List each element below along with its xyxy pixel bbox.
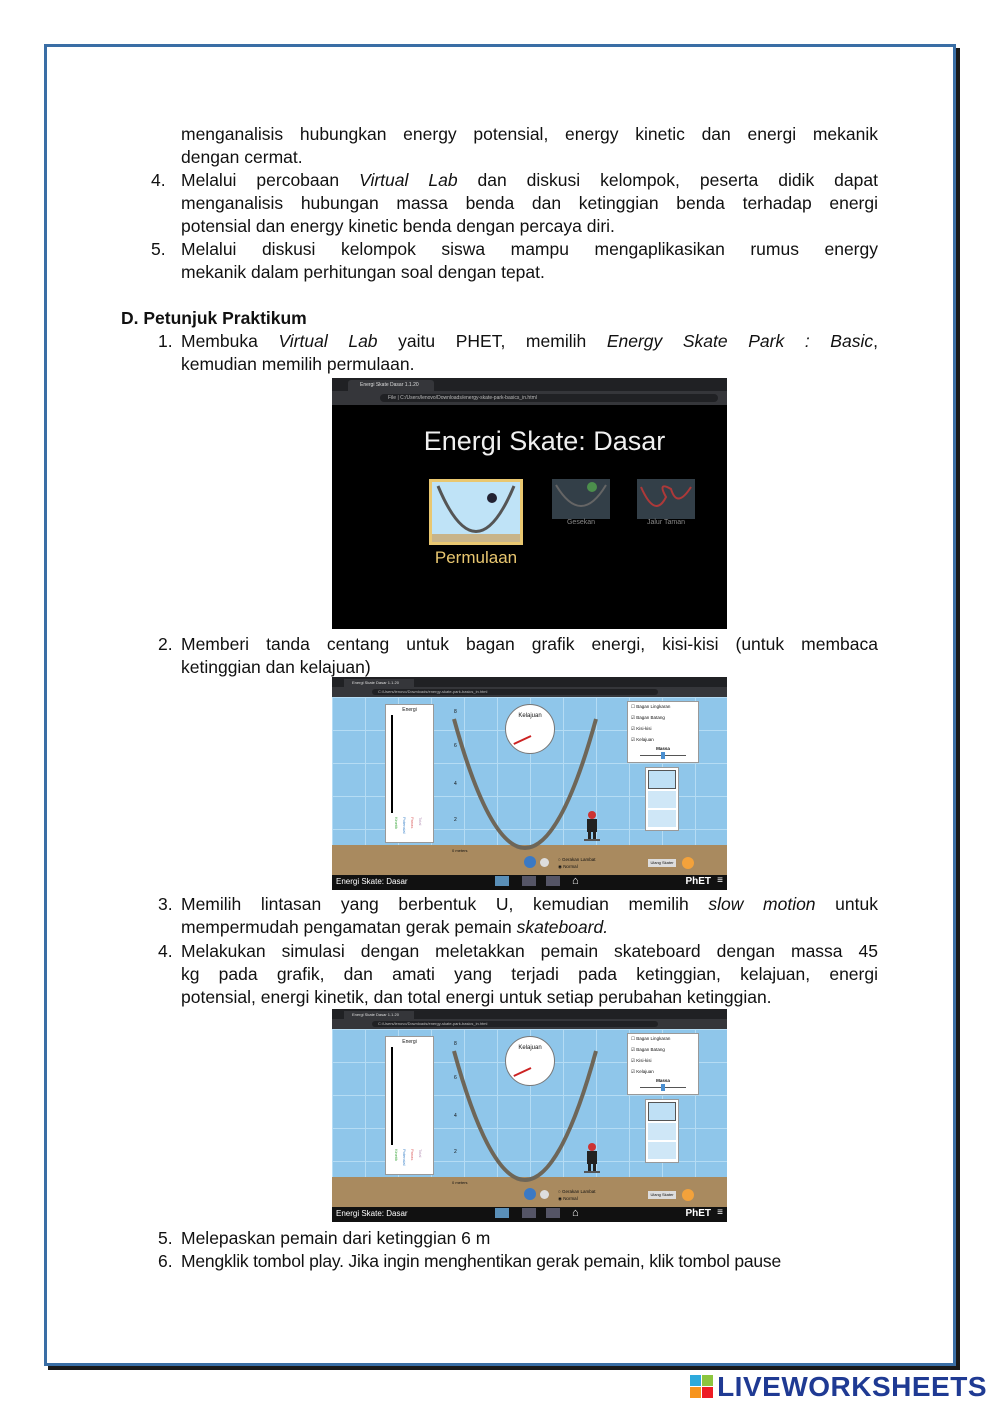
objective-5: Melalui diskusi kelompok siswa mampu mengaplikasikan rumus energy mekanik dalam perhitungan soal dengan tepat.: [181, 239, 878, 282]
zero-meters-label: 0 meters: [452, 1180, 468, 1185]
brand-name: LIVEWORKSHEETS: [717, 1371, 987, 1402]
screen-gesekan-label[interactable]: Gesekan: [566, 519, 596, 526]
grid-label-2: 2: [454, 1149, 457, 1155]
nav-jalur[interactable]: [546, 876, 560, 886]
track-option-u[interactable]: [648, 770, 676, 789]
grid-label-4: 4: [454, 1113, 457, 1119]
sim-footer: [332, 1207, 727, 1222]
option-kisi-kisi[interactable]: ☑ Kisi-kisi: [631, 1058, 652, 1063]
phet-logo: PhET: [685, 876, 711, 887]
screen-permulaan-label[interactable]: Permulaan: [434, 548, 518, 567]
option-kisi-kisi[interactable]: ☑ Kisi-kisi: [631, 726, 652, 731]
friction-icon: [552, 479, 610, 519]
skater-icon[interactable]: [581, 1142, 603, 1174]
grid-label-6: 6: [454, 743, 457, 749]
slow-motion-radio[interactable]: ○ Gerakan Lambat: [558, 1189, 596, 1194]
nav-gesekan[interactable]: [522, 1208, 536, 1218]
step-6-number: 6.: [158, 1251, 173, 1271]
mass-slider-thumb[interactable]: [661, 752, 665, 759]
energy-graph-title: Energi: [402, 1039, 417, 1045]
browser-addressbar: [332, 1019, 727, 1029]
browser-tab[interactable]: Energi Skate Dasar 1.1.20: [344, 1011, 414, 1019]
energy-graph-title: Energi: [402, 707, 417, 713]
bar-label-kinetik: Kinetik: [394, 1149, 399, 1162]
step-2-number: 2.: [158, 634, 173, 654]
zero-meters-label: 0 meters: [452, 848, 468, 853]
url-field[interactable]: C:/Users/lenovo/Downloads/energy-skate-park-basics_in.html: [372, 689, 658, 695]
energy-axis: [391, 1047, 393, 1145]
u-track[interactable]: [450, 1049, 600, 1189]
speedometer-label: Kelajuan: [518, 1045, 542, 1051]
section-d-heading: D. Petunjuk Praktikum: [121, 308, 307, 328]
controls-panel: [627, 701, 699, 763]
browser-tab[interactable]: Energi Skate Dasar 1.1.20: [344, 679, 414, 687]
liveworksheets-logo[interactable]: [690, 1371, 987, 1403]
track-option-2[interactable]: [648, 791, 676, 808]
option-bagan-lingkaran[interactable]: ☐ Bagan Lingkaran: [631, 704, 671, 709]
reset-skater-button[interactable]: Ulang Skater: [648, 1191, 676, 1199]
screen-jalur-label[interactable]: Jalur Taman: [646, 519, 685, 526]
u-track-icon: [432, 482, 520, 542]
objective-4: Melalui percobaan Virtual Lab dan diskusi kelompok, peserta didik dapat menganalisis hubungan massa benda dan ketinggian benda terhadap energi potensial dan energy kinetic benda dengan percaya diri.: [181, 170, 878, 236]
step-2: Memberi tanda centang untuk bagan grafik energi, kisi-kisi (untuk membaca ketinggian dan kelajuan): [181, 634, 878, 677]
normal-radio[interactable]: ◉ Normal: [558, 1196, 578, 1201]
track-option-3[interactable]: [648, 1142, 676, 1159]
mass-slider-thumb[interactable]: [661, 1084, 665, 1091]
slow-motion-radio[interactable]: ○ Gerakan Lambat: [558, 857, 596, 862]
step-button[interactable]: [540, 858, 549, 867]
sim-footer: [332, 875, 727, 890]
mass-label: Massa: [656, 1078, 670, 1083]
step-5-number: 5.: [158, 1228, 173, 1248]
browser-tabbar: [332, 677, 727, 687]
play-pause-button[interactable]: [524, 856, 536, 868]
loop-track-icon: [637, 479, 695, 519]
bar-label-panas: Panas: [410, 817, 415, 829]
screenshot-sim-2: [332, 1009, 727, 1222]
step-button[interactable]: [540, 1190, 549, 1199]
u-track[interactable]: [450, 717, 600, 857]
footer-title: Energi Skate: Dasar: [336, 877, 408, 886]
objective-3-continuation: menganalisis hubungkan energy potensial, energy kinetic dan energi mekanik dengan cermat.: [181, 124, 878, 167]
mass-label: Massa: [656, 746, 670, 751]
grid-label-4: 4: [454, 781, 457, 787]
reset-skater-button[interactable]: Ulang Skater: [648, 859, 676, 867]
track-selector[interactable]: [645, 767, 679, 831]
browser-tabbar: [332, 378, 727, 391]
bar-label-total: Total: [418, 817, 423, 826]
screen-jalur-thumb[interactable]: [637, 479, 695, 519]
nav-permulaan[interactable]: [495, 1208, 509, 1218]
bar-label-potensial: Potensial: [402, 1149, 407, 1166]
option-bagan-batang[interactable]: ☑ Bagan Batang: [631, 1047, 665, 1052]
grid-label-8: 8: [454, 709, 457, 715]
grid-label-6: 6: [454, 1075, 457, 1081]
controls-panel: [627, 1033, 699, 1095]
step-4: Melakukan simulasi dengan meletakkan pemain skateboard dengan massa 45 kg pada grafik, dan amati yang terjadi pada ketinggian, kelajuan, energi potensial, energi kinetik, dan total energi untuk setiap perubahan ketinggian.: [181, 941, 878, 1007]
speedometer-label: Kelajuan: [518, 713, 542, 719]
browser-tabbar: [332, 1009, 727, 1019]
normal-radio[interactable]: ◉ Normal: [558, 864, 578, 869]
option-kelajuan[interactable]: ☑ Kelajuan: [631, 737, 654, 742]
track-option-3[interactable]: [648, 810, 676, 827]
objective-4-number: 4.: [151, 170, 166, 190]
track-selector[interactable]: [645, 1099, 679, 1163]
bar-label-panas: Panas: [410, 1149, 415, 1161]
grid-label-2: 2: [454, 817, 457, 823]
home-icon[interactable]: ⌂: [572, 875, 579, 887]
bar-label-potensial: Potensial: [402, 817, 407, 834]
play-pause-button[interactable]: [524, 1188, 536, 1200]
screenshot-sim-1: [332, 677, 727, 890]
menu-icon[interactable]: ≡: [717, 1207, 723, 1218]
home-icon[interactable]: ⌂: [572, 1207, 579, 1219]
option-bagan-lingkaran[interactable]: ☐ Bagan Lingkaran: [631, 1036, 671, 1041]
track-option-u[interactable]: [648, 1102, 676, 1121]
option-kelajuan[interactable]: ☑ Kelajuan: [631, 1069, 654, 1074]
energy-bar-graph: [385, 704, 434, 843]
bar-label-kinetik: Kinetik: [394, 817, 399, 830]
track-option-2[interactable]: [648, 1123, 676, 1140]
browser-addressbar: [332, 687, 727, 697]
sim-title: Energi Skate: Dasar: [423, 426, 666, 456]
browser-addressbar: [332, 391, 727, 405]
nav-gesekan[interactable]: [522, 876, 536, 886]
screen-permulaan-thumb[interactable]: [429, 479, 523, 545]
step-4-number: 4.: [158, 941, 173, 961]
step-1-number: 1.: [158, 331, 173, 351]
energy-axis: [391, 715, 393, 813]
option-bagan-batang[interactable]: ☑ Bagan Batang: [631, 715, 665, 720]
step-6: Mengklik tombol play. Jika ingin menghentikan gerak pemain, klik tombol pause: [181, 1251, 782, 1271]
url-field[interactable]: C:/Users/lenovo/Downloads/energy-skate-park-basics_in.html: [372, 1021, 658, 1027]
reset-all-button[interactable]: [682, 857, 694, 869]
step-3: Memilih lintasan yang berbentuk U, kemudian memilih slow motion untuk mempermudah pengamatan gerak pemain skateboard.: [181, 894, 878, 937]
objective-5-number: 5.: [151, 239, 166, 259]
bar-label-total: Total: [418, 1149, 423, 1158]
footer-title: Energi Skate: Dasar: [336, 1209, 408, 1218]
url-field[interactable]: File | C:/Users/lenovo/Downloads/energy-skate-park-basics_in.html: [380, 394, 718, 402]
energy-bar-graph: [385, 1036, 434, 1175]
menu-icon[interactable]: ≡: [717, 875, 723, 886]
liveworksheets-icon: [690, 1375, 714, 1399]
screen-gesekan-thumb[interactable]: [552, 479, 610, 519]
nav-permulaan[interactable]: [495, 876, 509, 886]
step-5: Melepaskan pemain dari ketinggian 6 m: [181, 1228, 491, 1248]
step-3-number: 3.: [158, 894, 173, 914]
nav-jalur[interactable]: [546, 1208, 560, 1218]
phet-logo: PhET: [685, 1208, 711, 1219]
reset-all-button[interactable]: [682, 1189, 694, 1201]
step-1: Membuka Virtual Lab yaitu PHET, memilih Energy Skate Park : Basic, kemudian memilih permulaan.: [181, 331, 878, 374]
screenshot-home: [332, 378, 727, 629]
skater-icon[interactable]: [581, 810, 603, 842]
grid-label-8: 8: [454, 1041, 457, 1047]
browser-tab[interactable]: Energi Skate Dasar 1.1.20: [348, 380, 434, 391]
